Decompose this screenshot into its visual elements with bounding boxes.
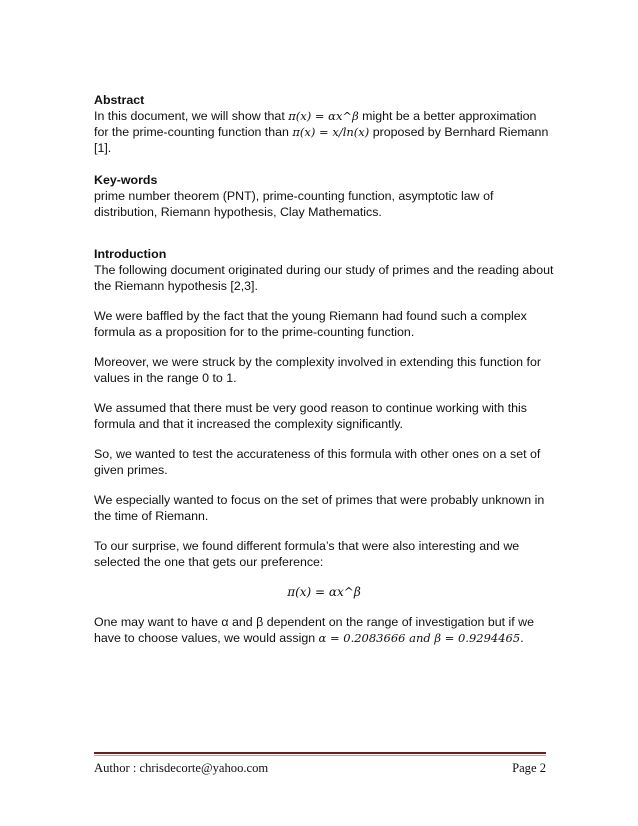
- abstract-text-2: might be a better approximation for the prime-counting function than: [94, 109, 537, 139]
- intro-paragraph-2: We were baffled by the fact that the young Riemann had found such a complex formula as a proposition for to the prime-counting function.: [94, 309, 527, 339]
- intro-paragraph-5: So, we wanted to test the accurateness of this formula with other ones on a set of given primes.: [94, 447, 541, 477]
- footer-divider: [94, 752, 546, 754]
- abstract-heading: Abstract: [94, 93, 145, 107]
- intro-paragraph-3: Moreover, we were struck by the complexity involved in extending this function for values in the range 0 to 1.: [94, 355, 541, 385]
- abstract-text-3: proposed by Bernhard Riemann [1].: [94, 125, 549, 155]
- keywords-text: prime number theorem (PNT), prime-counting function, asymptotic law of distribution, Riemann hypothesis, Clay Mathematics.: [94, 189, 494, 219]
- closing-formula: α = 0.2083666 and β = 0.9294465.: [318, 631, 524, 645]
- intro-paragraph-6: We especially wanted to focus on the set of primes that were probably unknown in the time of Riemann.: [94, 493, 545, 523]
- abstract-text-1: In this document, we will show that: [94, 109, 289, 123]
- display-formula: [94, 584, 554, 600]
- intro-paragraph-7: To our surprise, we found different formula’s that were also interesting and we selected the one that gets our preference:: [94, 539, 520, 569]
- footer-author: Author : chrisdecorte@yahoo.com: [94, 761, 269, 775]
- footer-page-number: Page 2: [512, 761, 546, 775]
- abstract-formula-power: π(x) = αx^β: [288, 109, 359, 123]
- abstract-paragraph: [94, 108, 554, 156]
- closing-paragraph: [94, 614, 554, 646]
- page-footer: [94, 761, 546, 777]
- keywords-heading: Key-words: [94, 173, 158, 187]
- footer-divider-light: [94, 755, 546, 756]
- intro-paragraph-4: We assumed that there must be very good reason to continue working with this formula and that it increased the complexity significantly.: [94, 401, 527, 431]
- abstract-formula-log: π(x) = x/ln(x): [292, 125, 370, 139]
- page-content: [94, 92, 554, 646]
- introduction-heading: Introduction: [94, 247, 167, 261]
- closing-text: One may want to have α and β dependent on the range of investigation but if we have to choose values, we would assign: [94, 615, 534, 645]
- display-formula-text: π(x) = αx^β: [287, 585, 361, 599]
- intro-paragraph-1: The following document originated during our study of primes and the reading about the Riemann hypothesis [2,3].: [94, 263, 554, 293]
